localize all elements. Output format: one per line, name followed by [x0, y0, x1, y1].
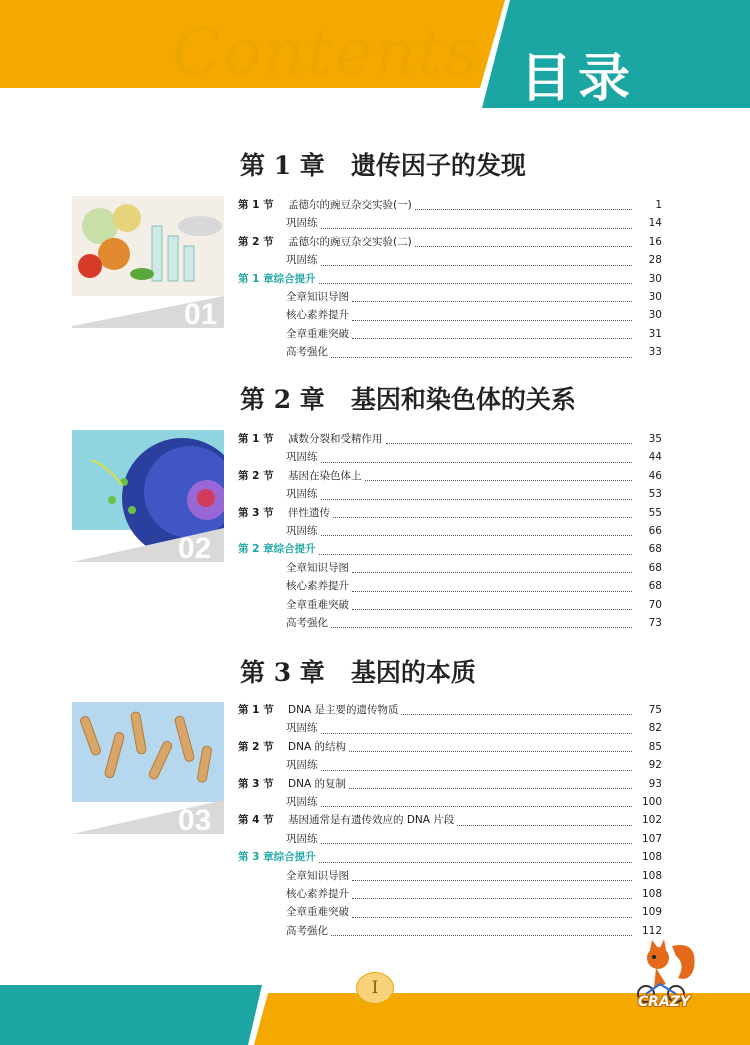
toc-leader-dots: [352, 591, 632, 610]
toc-page-number: 85: [648, 740, 662, 753]
toc-entry-label: 巩固练: [286, 719, 321, 737]
toc-page-number: 33: [648, 346, 662, 359]
toc-leader-dots: [352, 554, 632, 573]
toc-leader-dots: [352, 880, 632, 899]
toc-entry-label: 伴性遗传: [288, 504, 333, 522]
toc-leader-dots: [401, 696, 632, 715]
chapter-3-toc: [238, 701, 662, 940]
toc-leader-dots: [321, 209, 632, 228]
chapter-1-image: [72, 196, 224, 328]
toc-leader-dots: [321, 714, 632, 733]
toc-leader-dots: [321, 825, 632, 844]
toc-leader-dots: [365, 462, 632, 481]
toc-entry-label: 巩固练: [286, 251, 321, 269]
chapter-1-badge: 01: [184, 298, 218, 328]
toc-leader-dots: [352, 283, 632, 302]
toc-page-number: 82: [648, 722, 662, 735]
toc-page-number: 109: [641, 906, 662, 919]
toc-entry-label: DNA 是主要的遗传物质: [288, 701, 401, 719]
toc-entry-label: 核心素养提升: [286, 885, 352, 903]
toc-page-number: 108: [641, 851, 662, 864]
toc-entry-label: 全章知识导图: [286, 559, 352, 577]
toc-leader-dots: [386, 425, 632, 444]
toc-entry-label: 全章知识导图: [286, 867, 352, 885]
toc-entry-label: 全章重难突破: [286, 903, 352, 921]
chapter-2-title: 第 2 章 基因和染色体的关系: [240, 385, 576, 414]
toc-leader-dots: [352, 320, 632, 339]
toc-section-number: 第 4 节: [238, 814, 274, 827]
toc-subitem-row[interactable]: [238, 343, 662, 361]
toc-leader-dots: [321, 517, 632, 536]
toc-leader-dots: [331, 917, 632, 936]
toc-entry-label: 核心素养提升: [286, 577, 352, 595]
toc-leader-dots: [349, 770, 632, 789]
toc-subitem-row[interactable]: [238, 614, 662, 632]
toc-leader-dots: [319, 265, 632, 284]
toc-section-number: 第 1 节: [238, 199, 274, 211]
toc-entry-label: 巩固练: [286, 448, 321, 466]
toc-page-number: 66: [648, 524, 662, 537]
toc-page-number: 14: [648, 217, 662, 230]
toc-page-number: 102: [641, 814, 662, 827]
toc-leader-dots: [319, 535, 632, 554]
toc-entry-label: 巩固练: [286, 830, 321, 848]
toc-entry-label: 基因通常是有遗传效应的 DNA 片段: [288, 811, 457, 829]
toc-entry-label: 减数分裂和受精作用: [288, 430, 386, 448]
toc-subitem-row[interactable]: [238, 922, 662, 940]
toc-leader-dots: [321, 751, 632, 770]
toc-page-number: 35: [648, 433, 662, 445]
toc-page-number: 100: [641, 795, 662, 808]
toc-entry-label: 高考强化: [286, 614, 331, 632]
toc-entry-label: 高考强化: [286, 922, 331, 940]
toc-entry-label: DNA 的复制: [288, 775, 349, 793]
chapter-1-title: 第 1 章 遗传因子的发现: [240, 151, 526, 180]
toc-section-number: 第 3 节: [238, 777, 274, 790]
header-watermark: Contents: [172, 16, 481, 90]
toc-entry-label: 高考强化: [286, 343, 331, 361]
toc-section-number: 第 2 节: [238, 235, 274, 248]
toc-page-number: 44: [648, 451, 662, 464]
toc-entry-label: 第 2 章综合提升: [238, 540, 319, 558]
toc-page-number: 16: [648, 235, 662, 248]
toc-entry-label: 巩固练: [286, 522, 321, 540]
toc-leader-dots: [319, 843, 632, 862]
toc-page-number: 30: [648, 272, 662, 285]
toc-leader-dots: [321, 788, 632, 807]
toc-entry-label: 全章重难突破: [286, 596, 352, 614]
chapter-2-toc: [238, 430, 662, 632]
toc-leader-dots: [321, 443, 632, 462]
toc-entry-label: 全章知识导图: [286, 288, 352, 306]
toc-entry-label: 全章重难突破: [286, 325, 352, 343]
toc-section-number: 第 1 节: [238, 433, 274, 445]
toc-leader-dots: [331, 338, 632, 357]
toc-page-number: 75: [648, 704, 662, 716]
toc-page-number: 93: [648, 777, 662, 790]
toc-leader-dots: [331, 609, 632, 628]
toc-page-number: 68: [648, 543, 662, 556]
toc-page-number: 112: [641, 924, 662, 937]
toc-page-number: 53: [648, 488, 662, 501]
toc-leader-dots: [352, 301, 632, 320]
chapter-2-image: [72, 430, 224, 562]
toc-entry-label: 核心素养提升: [286, 306, 352, 324]
toc-leader-dots: [457, 806, 632, 825]
toc-page-number: 55: [648, 506, 662, 519]
toc-entry-label: 孟德尔的豌豆杂交实验(二): [288, 233, 415, 251]
toc-leader-dots: [333, 499, 632, 518]
chapter-2-badge: 02: [178, 532, 212, 562]
toc-entry-label: 巩固练: [286, 756, 321, 774]
toc-leader-dots: [321, 480, 632, 499]
toc-page-number: 28: [648, 254, 662, 267]
toc-entry-label: 第 3 章综合提升: [238, 848, 319, 866]
page-number: I: [356, 972, 394, 1004]
chapter-3-badge: 03: [178, 804, 212, 834]
toc-page-number: 46: [648, 469, 662, 482]
toc-entry-label: DNA 的结构: [288, 738, 349, 756]
toc-entry-label: 巩固练: [286, 214, 321, 232]
page-title: 目录: [520, 49, 637, 109]
toc-entry-label: 巩固练: [286, 485, 321, 503]
toc-leader-dots: [415, 191, 632, 210]
mascot-label: CRAZY: [637, 994, 691, 1010]
toc-leader-dots: [352, 572, 632, 591]
chapter-3-title: 第 3 章 基因的本质: [240, 658, 476, 687]
toc-entry-label: 基因在染色体上: [288, 467, 365, 485]
toc-page-number: 68: [648, 561, 662, 574]
toc-page-number: 92: [648, 759, 662, 772]
toc-page-number: 30: [648, 290, 662, 303]
toc-page-number: 107: [641, 832, 662, 845]
toc-leader-dots: [352, 898, 632, 917]
toc-page-number: 31: [648, 327, 662, 340]
toc-section-number: 第 2 节: [238, 469, 274, 482]
toc-leader-dots: [349, 733, 632, 752]
chapter-1-toc: [238, 196, 662, 362]
toc-leader-dots: [352, 862, 632, 881]
toc-page-number: 30: [648, 309, 662, 322]
toc-page-number: 108: [641, 869, 662, 882]
toc-section-number: 第 2 节: [238, 740, 274, 753]
toc-leader-dots: [321, 246, 632, 265]
chapter-3-image: [72, 702, 224, 834]
toc-entry-label: 巩固练: [286, 793, 321, 811]
toc-entry-label: 孟德尔的豌豆杂交实验(一): [288, 196, 415, 214]
toc-page-number: 68: [648, 580, 662, 593]
toc-section-number: 第 3 节: [238, 506, 274, 519]
toc-entry-label: 第 1 章综合提升: [238, 270, 319, 288]
toc-page-number: 70: [648, 598, 662, 611]
toc-leader-dots: [415, 228, 632, 247]
toc-page-number: 108: [641, 887, 662, 900]
toc-section-number: 第 1 节: [238, 704, 274, 716]
toc-page-number: 73: [648, 616, 662, 629]
toc-page-number: 1: [655, 199, 662, 211]
